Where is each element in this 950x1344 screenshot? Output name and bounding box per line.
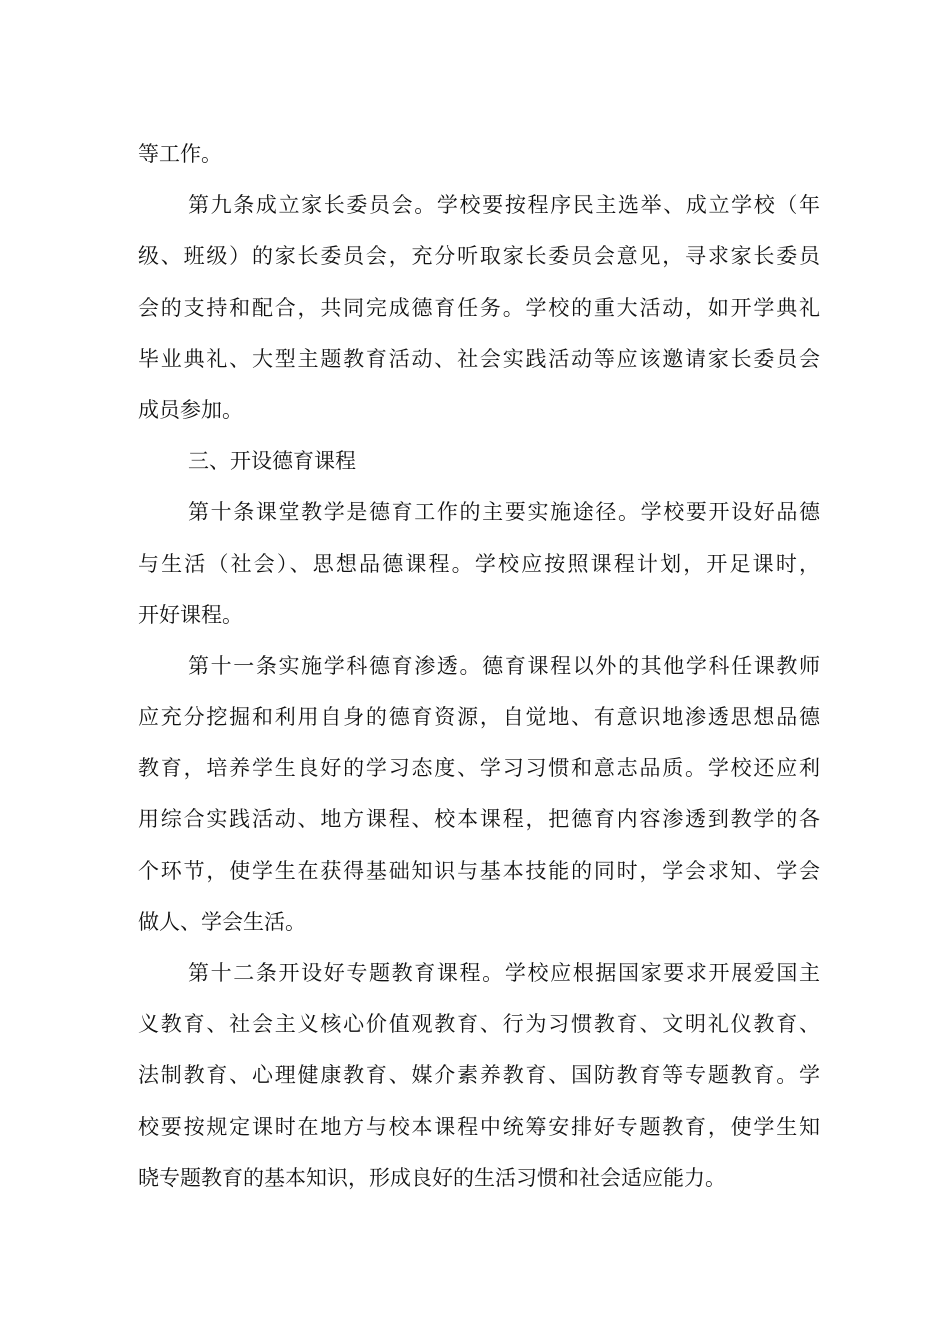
text-line: 开好课程。 xyxy=(138,602,243,627)
text-line: 级、班级）的家长委员会，充分听取家长委员会意见，寻求家长委员 xyxy=(138,244,820,269)
text-line: 成员参加。 xyxy=(138,397,243,422)
text-line: 与生活（社会）、思想品德课程。学校应按照课程计划，开足课时， xyxy=(138,551,820,576)
text-line: 第九条成立家长委员会。学校要按程序民主选举、成立学校（年 xyxy=(188,193,820,218)
text-line: 校要按规定课时在地方与校本课程中统筹安排好专题教育，使学生知 xyxy=(138,1114,820,1139)
text-line: 做人、学会生活。 xyxy=(138,909,306,934)
text-line: 晓专题教育的基本知识，形成良好的生活习惯和社会适应能力。 xyxy=(138,1165,726,1190)
text-line: 第十二条开设好专题教育课程。学校应根据国家要求开展爱国主 xyxy=(188,961,820,985)
text-line: 毕业典礼、大型主题教育活动、社会实践活动等应该邀请家长委员会 xyxy=(138,346,820,371)
text-line: 个环节，使学生在获得基础知识与基本技能的同时，学会求知、学会 xyxy=(138,858,820,883)
text-line: 第十条课堂教学是德育工作的主要实施途径。学校要开设好品德 xyxy=(188,500,820,525)
text-line: 第十一条实施学科德育渗透。德育课程以外的其他学科任课教师 xyxy=(188,653,820,678)
text-line: 会的支持和配合，共同完成德育任务。学校的重大活动，如开学典礼 xyxy=(138,295,820,320)
text-line: 用综合实践活动、地方课程、校本课程，把德育内容渗透到教学的各 xyxy=(138,807,820,832)
text-line: 等工作。 xyxy=(138,142,222,166)
text-line: 义教育、社会主义核心价值观教育、行为习惯教育、文明礼仪教育、 xyxy=(138,1012,820,1037)
section-heading: 三、开设德育课程 xyxy=(188,449,356,474)
text-line: 教育，培养学生良好的学习态度、学习习惯和意志品质。学校还应利 xyxy=(138,756,820,781)
text-line: 法制教育、心理健康教育、媒介素养教育、国防教育等专题教育。学 xyxy=(138,1063,820,1088)
text-line: 应充分挖掘和利用自身的德育资源，自觉地、有意识地渗透思想品德 xyxy=(138,705,820,730)
document-body xyxy=(138,129,820,1204)
